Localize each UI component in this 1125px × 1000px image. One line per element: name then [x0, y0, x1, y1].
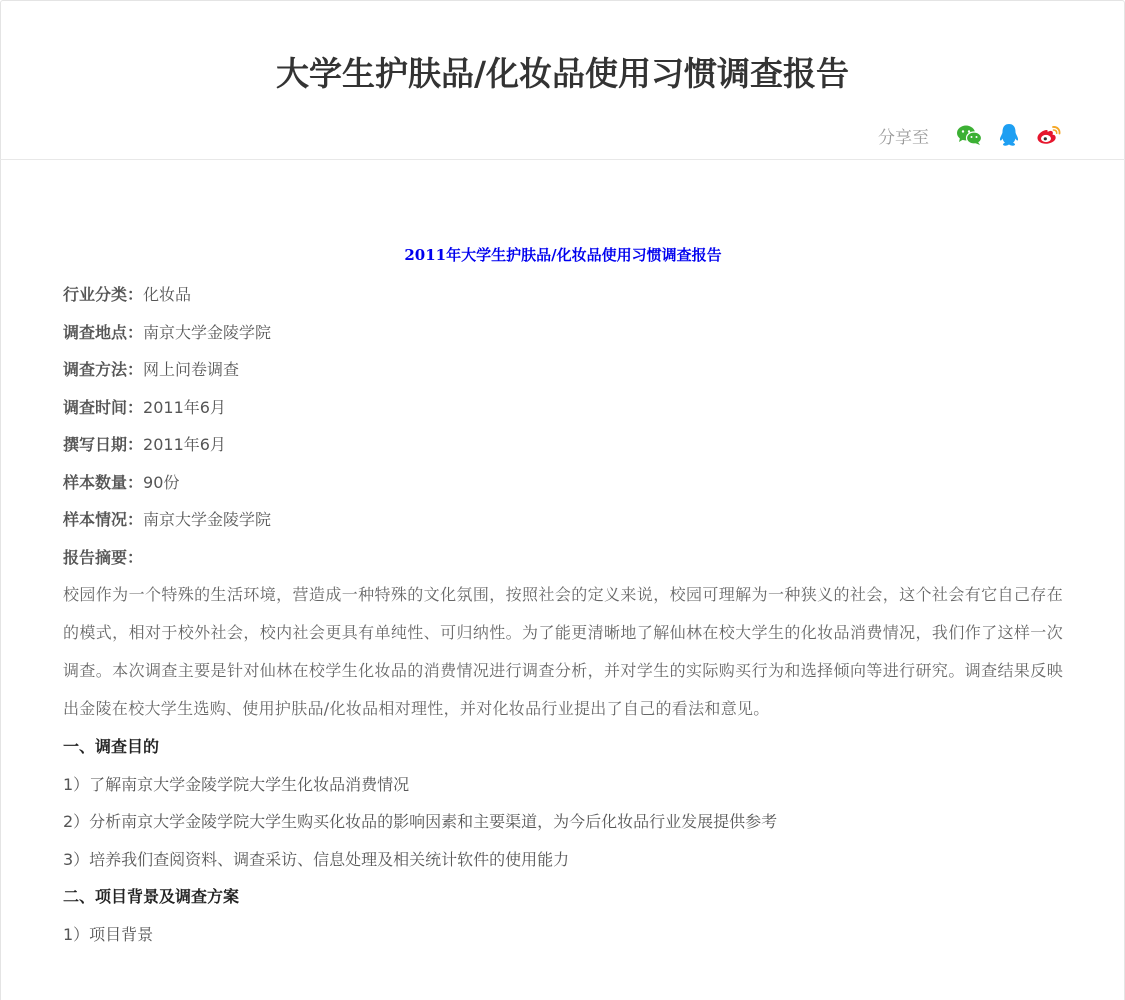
meta-row-survey-time: 调查时间：2011年6月: [63, 397, 226, 417]
meta-key: 撰写日期: [63, 435, 128, 454]
share-bar: [878, 120, 1063, 150]
share-label: 分享至: [878, 127, 929, 148]
weibo-icon[interactable]: [1035, 121, 1063, 149]
meta-key: 报告摘要: [63, 547, 128, 567]
wechat-icon[interactable]: [955, 121, 983, 149]
meta-value: 2011年6月: [143, 435, 226, 454]
meta-value: 南京大学金陵学院: [143, 322, 272, 342]
meta-value: 网上问卷调查: [143, 360, 240, 379]
meta-key: 样本情况: [63, 510, 128, 529]
meta-row-sample-info: 样本情况：南京大学金陵学院: [63, 510, 272, 529]
meta-value: 南京大学金陵学院: [143, 510, 272, 529]
page-header: [0, 0, 1125, 160]
meta-key: 调查方法: [63, 360, 128, 379]
list-item: 2）分析南京大学金陵学院大学生购买化妆品的影响因素和主要渠道，为今后化妆品行业发展提供参考: [63, 812, 778, 831]
meta-row-sample-count: 样本数量：90份: [63, 472, 180, 492]
meta-row-location: 调查地点：南京大学金陵学院: [63, 322, 272, 342]
section-heading: 二、项目背景及调查方案: [63, 887, 240, 906]
list-item: 3）培养我们查阅资料、调查采访、信息处理及相关统计软件的使用能力: [63, 849, 570, 869]
meta-value: 化妆品: [143, 285, 192, 304]
meta-row-write-date: 撰写日期：2011年6月: [63, 435, 226, 454]
meta-row-abstract: 报告摘要：: [63, 547, 144, 567]
abstract-paragraph: 校园作为一个特殊的生活环境，营造成一种特殊的文化氛围，按照社会的定义来说，校园可理解为一种狭义的社会，这个社会有它自己存在的模式，相对于校外社会，校内社会更具有单纯性、可归纳性。为了能更清晰地了解仙林在校大学生的化妆品消费情况，我们作了这样一次调查。本次调查主要是针对仙林在校学生化妆品的消费情况进行调查分析，并对学生的实际购买行为和选择倾向等进行研究。调查结果反映出金陵在校大学生选购、使用护肤品/化妆品相对理性，并对化妆品行业提出了自己的看法和意见。: [63, 585, 1063, 718]
meta-value: 90份: [143, 472, 180, 492]
article-title[interactable]: 2011年大学生护肤品/化妆品使用习惯调查报告: [404, 246, 722, 264]
page-title: 大学生护肤品/化妆品使用习惯调查报告: [275, 54, 850, 93]
qq-icon[interactable]: [995, 121, 1023, 149]
section-heading: 一、调查目的: [63, 737, 160, 756]
meta-row-method: 调查方法：网上问卷调查: [63, 360, 240, 379]
list-item: 1）项目背景: [63, 924, 154, 944]
article-content: [63, 240, 1063, 953]
meta-key: 调查时间: [63, 397, 128, 417]
meta-key: 行业分类: [63, 285, 128, 304]
meta-value: 2011年6月: [143, 397, 226, 417]
meta-row-industry: 行业分类：化妆品: [63, 285, 192, 304]
meta-key: 调查地点: [63, 322, 128, 342]
list-item: 1）了解南京大学金陵学院大学生化妆品消费情况: [63, 774, 410, 794]
meta-key: 样本数量: [63, 472, 128, 492]
